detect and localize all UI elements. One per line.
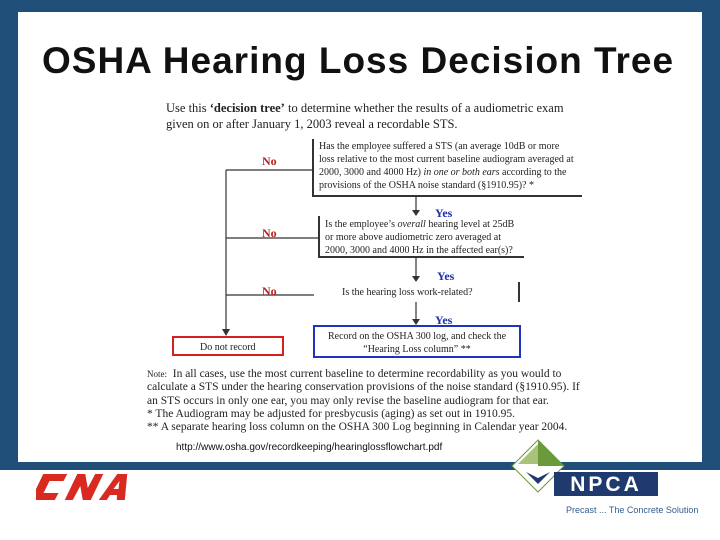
no-label-q1: No	[262, 154, 277, 168]
question-hearing-level-emphasis: overall	[397, 219, 426, 230]
question-sts-emphasis: in one or both ears	[423, 167, 500, 178]
flowchart-notes	[147, 368, 587, 434]
question-hearing-level-text-a: Is the employee’s	[325, 219, 398, 230]
record-outcome-text: Record on the OSHA 300 log, and check the “Hearing Loss column” **	[327, 331, 507, 355]
question-hearing-level-box	[318, 216, 524, 258]
question-sts-text-a: Has the employee suffered a STS (an average 10dB or more loss relative to the most current baseline audiogram averaged at 2000, 3000 and 4000 Hz)	[319, 141, 574, 178]
no-label-q2: No	[262, 226, 277, 240]
yes-label-q3: Yes	[435, 313, 453, 327]
no-label-q3: No	[262, 284, 277, 298]
note-line-3: ** A separate hearing loss column on the OSHA 300 Log beginning in Calendar year 2004.	[147, 421, 568, 434]
source-url: http://www.osha.gov/recordkeeping/hearinglossflowchart.pdf	[176, 442, 443, 453]
note-prefix: Note:	[147, 369, 167, 379]
npca-logo-text: NPCA	[570, 473, 642, 496]
cna-logo	[36, 471, 130, 503]
yes-label-q1: Yes	[435, 206, 453, 220]
slide-title: OSHA Hearing Loss Decision Tree	[42, 40, 675, 81]
question-sts-text-b: according to the provisions of the OSHA noise standard (§1910.95)? *	[319, 167, 567, 191]
slide-frame-top	[0, 0, 720, 12]
npca-logo-mark	[512, 440, 658, 496]
do-not-record-box	[172, 336, 284, 356]
yes-label-q2: Yes	[437, 269, 455, 283]
slide-frame-left	[0, 0, 18, 470]
npca-tagline: Precast ... The Concrete Solution	[566, 505, 699, 515]
intro-emphasis: ‘decision tree’	[209, 101, 285, 115]
question-work-related-text: Is the hearing loss work-related?	[342, 287, 473, 298]
question-sts-box	[312, 139, 582, 197]
flowchart-intro	[166, 100, 566, 132]
note-line-1	[147, 368, 587, 408]
record-outcome-box	[313, 325, 521, 358]
do-not-record-text: Do not record	[200, 342, 256, 353]
npca-logo	[508, 436, 668, 506]
note-line-1-text: In all cases, use the most current baseline to determine recordability as you would to calculate a STS under the hearing conservation provisions of the noise standard (§1910.95). If an STS occurs in only one ear, you may only revise the baseline audiogram for that ear.	[147, 368, 580, 407]
question-work-related-box	[314, 282, 520, 302]
cna-logo-mark	[36, 474, 130, 500]
slide-frame-right	[702, 0, 720, 470]
note-line-2: * The Audiogram may be adjusted for presbycusis (aging) as set out in 1910.95.	[147, 407, 516, 420]
intro-prefix: Use this	[166, 101, 210, 115]
question-hearing-level-text-b: hearing level at 25dB or more above audiometric zero averaged at 2000, 3000 and 4000 Hz in the affected ear(s)?	[325, 219, 515, 256]
intro-suffix: to determine whether the results of a audiometric exam given on or after January 1, 2003 reveal a recordable STS.	[166, 101, 564, 131]
